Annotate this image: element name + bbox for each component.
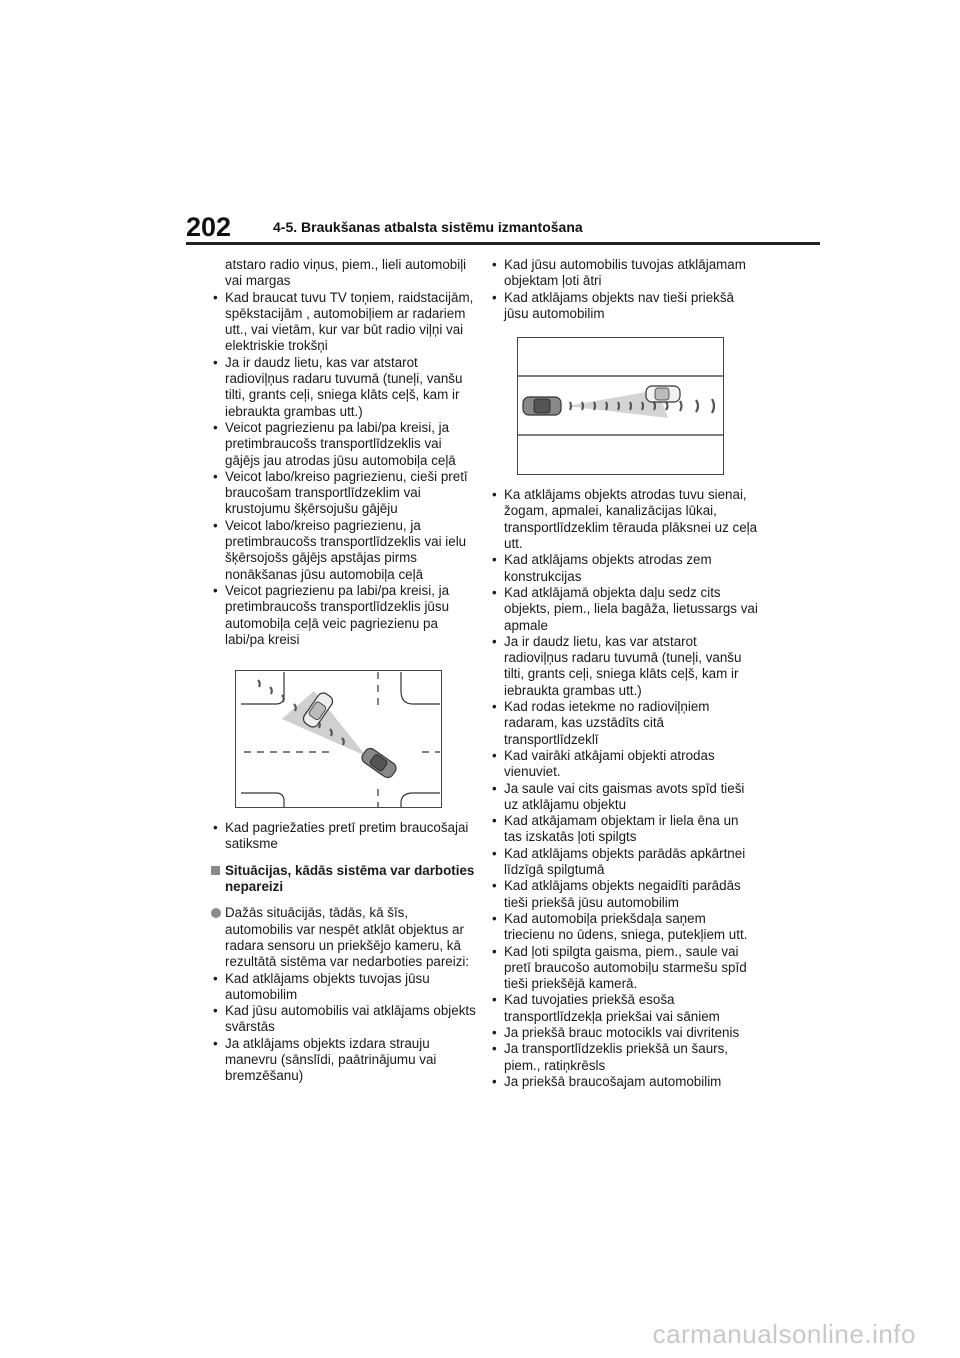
list-item: • Kad atklājams objekts atrodas zem konstrukcijas [490, 552, 760, 585]
bullet-list-left-a [211, 290, 476, 649]
list-item: • Ja priekšā brauc motocikls vai divritenis [490, 1025, 760, 1041]
left-column [211, 257, 476, 1085]
square-bullet-icon [211, 866, 220, 875]
intersection-turn-illustration [235, 670, 442, 808]
page-number: 202 [186, 212, 232, 242]
list-item: • Kad tuvojaties priekšā esoša transportlīdzekļa priekšai vai sāniem [490, 992, 760, 1025]
list-item: • Ka atklājams objekts atrodas tuvu sienai, žogam, apmalei, kanalizācijas lūkai, transportlīdzeklim tērauda plāksnei uz ceļa utt. [490, 487, 760, 552]
list-item: • Ja priekšā braucošajam automobilim [490, 1074, 760, 1090]
intro-continuation: atstaro radio viņus, piem., lieli automobiļi vai margas [225, 257, 467, 289]
list-item: • Kad atklājams objekts parādās apkārtnei līdzīgā spilgtumā [490, 846, 760, 879]
list-item: • Ja transportlīdzeklis priekšā un šaurs, piem., ratiņkrēsls [490, 1041, 760, 1074]
intro-paragraph [211, 905, 476, 970]
bullet-list-left-b [211, 820, 476, 853]
list-item: • Ja atklājams objekts izdara strauju manevru (sānslīdi, paātrinājumu vai bremzēšanu) [211, 1036, 476, 1085]
list-item: • Kad pagriežaties pretī pretim braucošajai satiksme [211, 820, 476, 853]
list-item: • Kad atklājams objekts negaidīti parādās tieši priekšā jūsu automobilim [490, 878, 760, 911]
list-item: • Ja saule vai cits gaismas avots spīd tieši uz atklājamu objektu [490, 781, 760, 814]
list-item: • Veicot pagriezienu pa labi/pa kreisi, ja pretimbraucošs transportlīdzeklis jūsu automobiļa ceļā veic pagriezienu pa labi/pa kreisi [211, 583, 476, 648]
circle-bullet-icon [211, 908, 221, 918]
list-item: • Kad atklājams objekts tuvojas jūsu automobilim [211, 971, 476, 1004]
watermark-text: carmanualsonline.info [652, 1319, 916, 1349]
paragraph-text: Dažās situācijās, tādās, kā šīs, automobilis var nespēt atklāt objektus ar radara sensoru un priekšējo kameru, kā rezultātā sistēma var nedarboties pareizi: [225, 905, 470, 970]
list-item: • Kad automobiļa priekšdaļa saņem triecienu no ūdens, sniega, putekļiem utt. [490, 911, 760, 944]
offset-vehicle-illustration [517, 337, 724, 475]
list-item: • Kad atkājamam objektam ir liela ēna un tas izskatās ļoti spilgts [490, 813, 760, 846]
list-item: • Veicot pagriezienu pa labi/pa kreisi, ja pretimbraucošs transportlīdzeklis vai gājējs jau atrodas jūsu automobiļa ceļā [211, 420, 476, 469]
right-column [490, 257, 760, 1090]
list-item: • Ja ir daudz lietu, kas var atstarot radioviļņus radaru tuvumā (tuneļi, vanšu tilti, grants ceļi, sniega klāts ceļš, kam ir iebraukta grambas utt.) [490, 634, 760, 699]
bullet-list-left-c [211, 971, 476, 1085]
list-item: • Kad rodas ietekme no radioviļņiem radaram, kas uzstādīts citā transportlīdzeklī [490, 699, 760, 748]
bullet-list-right-b [490, 487, 760, 1090]
list-item: • Kad ļoti spilgta gaisma, piem., saule vai pretī braucošo automobiļu starmešu spīd tieši priekšējā kamerā. [490, 944, 760, 993]
list-item: • Kad atklājams objekts nav tieši priekšā jūsu automobilim [490, 290, 760, 323]
bullet-list-right-a [490, 257, 760, 322]
section-subheading [211, 863, 476, 896]
list-item: • Kad atklājamā objekta daļu sedz cits objekts, piem., liela bagāža, lietussargs vai apmale [490, 585, 760, 634]
list-item: • Veicot labo/kreiso pagriezienu, cieši pretī braucošam transportlīdzeklim vai krustojumu šķērsojušu gājēju [211, 469, 476, 518]
subheading-text: Situācijas, kādās sistēma var darboties nepareizi [225, 862, 475, 895]
list-item: • Kad jūsu automobilis vai atklājams objekts svārstās [211, 1003, 476, 1036]
list-item: • Kad vairāki atkājami objekti atrodas vienuviet. [490, 748, 760, 781]
section-title: 4-5. Braukšanas atbalsta sistēmu izmantošana [273, 219, 583, 235]
header-rule [186, 242, 820, 245]
list-item: • Kad braucat tuvu TV toņiem, raidstacijām, spēkstacijām , automobiļiem ar radariem utt., vai vietām, kur var būt radio viļņi vai elektriskie trokšņi [211, 290, 476, 355]
list-item: • Ja ir daudz lietu, kas var atstarot radioviļņus radaru tuvumā (tuneļi, vanšu tilti, grants ceļi, sniega klāts ceļš, kam ir iebraukta grambas utt.) [211, 355, 476, 420]
list-item: • Veicot labo/kreiso pagriezienu, ja pretimbraucošs transportlīdzeklis vai ielu šķērsojošs gājējs apstājas pirms nonākšanas jūsu automobiļa ceļā [211, 518, 476, 583]
list-item: • Kad jūsu automobilis tuvojas atklājamam objektam ļoti ātri [490, 257, 760, 290]
